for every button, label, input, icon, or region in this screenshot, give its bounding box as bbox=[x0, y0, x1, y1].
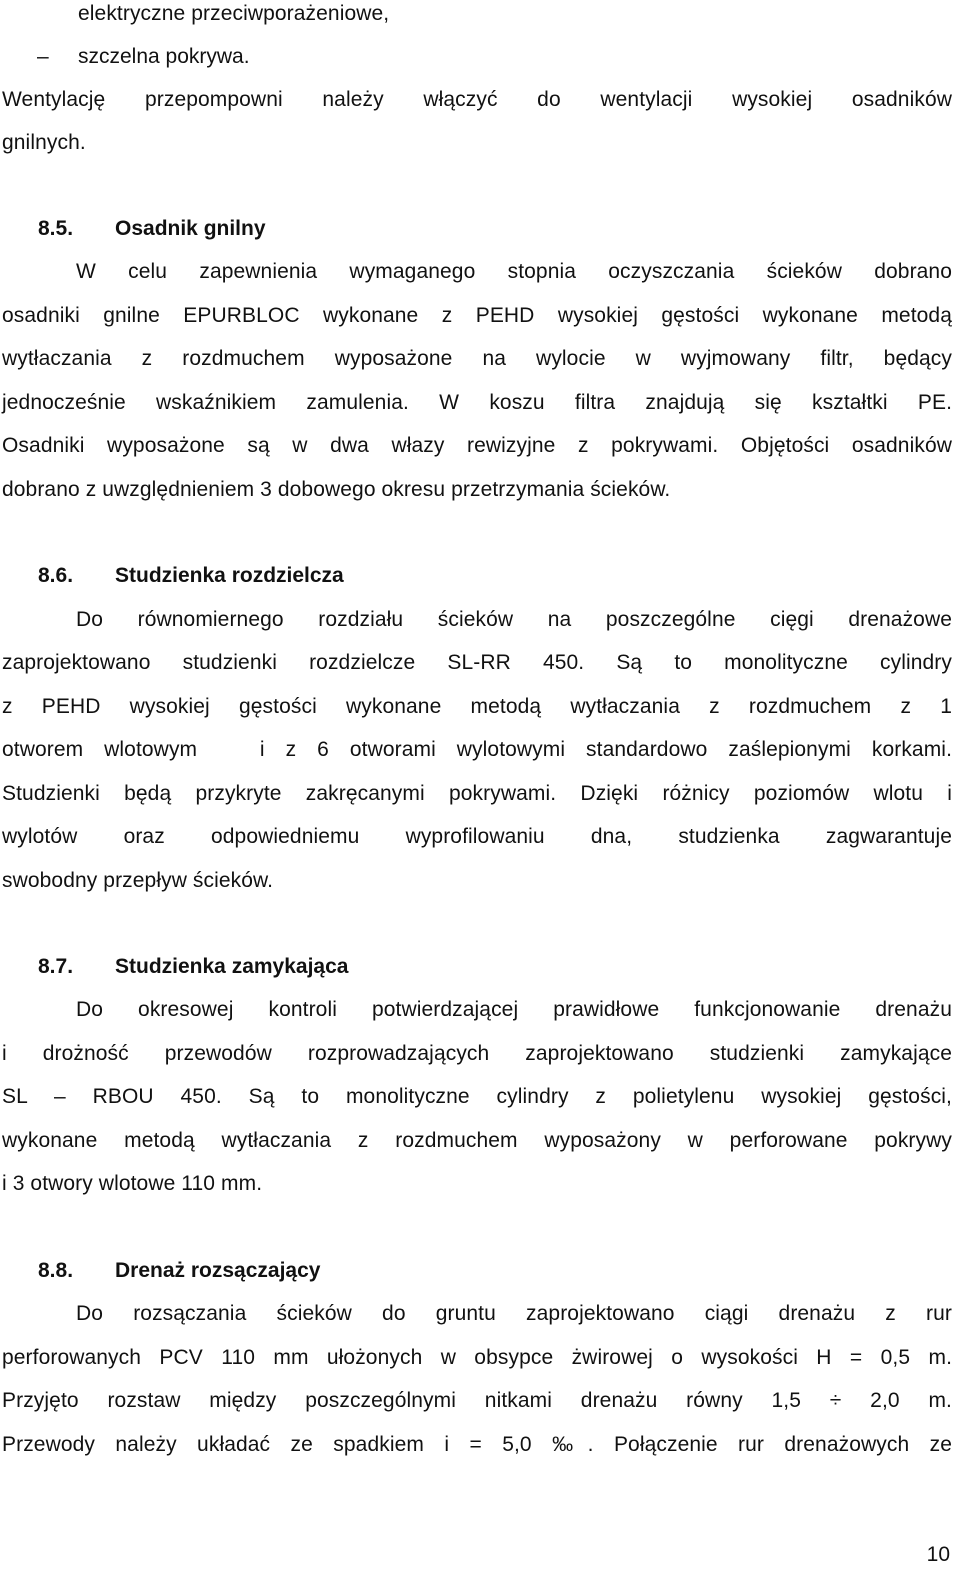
bullet-dash: – bbox=[37, 45, 49, 68]
paragraph-line: zaprojektowano studzienki rozdzielcze SL-RR 450. Są to monolityczne cylindry bbox=[2, 651, 952, 674]
paragraph-line: Studzienki będą przykryte zakręcanymi pokrywami. Dzięki różnicy poziomów wlotu i bbox=[2, 782, 952, 805]
section-title: Studzienka rozdzielcza bbox=[115, 564, 344, 587]
paragraph-line: Przewody należy układać ze spadkiem i = 5,0 ‰. Połączenie rur drenażowych ze bbox=[2, 1433, 952, 1456]
paragraph-line: wytłaczania z rozdmuchem wyposażone na wylocie w wyjmowany filtr, będący bbox=[2, 347, 952, 370]
paragraph-line: i 3 otwory wlotowe 110 mm. bbox=[2, 1172, 263, 1195]
section-number: 8.8. bbox=[38, 1259, 74, 1282]
paragraph-line: swobodny przepływ ścieków. bbox=[2, 869, 274, 892]
paragraph-line: osadniki gnilne EPURBLOC wykonane z PEHD wysokiej gęstości wykonane metodą bbox=[2, 304, 952, 327]
section-heading bbox=[38, 1257, 320, 1285]
section-title: Osadnik gnilny bbox=[115, 217, 266, 240]
paragraph-line: wylotów oraz odpowiedniemu wyprofilowaniu dna, studzienka zagwarantuje bbox=[2, 825, 952, 848]
section-title: Drenaż rozsączający bbox=[115, 1259, 321, 1282]
paragraph-line: otworem wlotowym i z 6 otworami wylotowymi standardowo zaślepionymi korkami. bbox=[2, 738, 952, 761]
paragraph-line: perforowanych PCV 110 mm ułożonych w obsypce żwirowej o wysokości H = 0,5 m. bbox=[2, 1346, 952, 1369]
fragment-line: elektryczne przeciwporażeniowe, bbox=[78, 2, 390, 25]
paragraph-line: Przyjęto rozstaw między poszczególnymi nitkami drenażu równy 1,5 ÷ 2,0 m. bbox=[2, 1389, 952, 1412]
section-title: Studzienka zamykająca bbox=[115, 955, 349, 978]
page-number: 10 bbox=[926, 1543, 950, 1566]
section-number: 8.6. bbox=[38, 564, 74, 587]
paragraph-line: W celu zapewnienia wymaganego stopnia oczyszczania ścieków dobrano bbox=[76, 260, 952, 283]
section-heading bbox=[38, 215, 266, 243]
bullet-text: szczelna pokrywa. bbox=[78, 45, 250, 68]
paragraph-line: i drożność przewodów rozprowadzających zaprojektowano studzienki zamykające bbox=[2, 1042, 952, 1065]
paragraph-line: Wentylację przepompowni należy włączyć do wentylacji wysokiej osadników bbox=[2, 88, 952, 111]
section-number: 8.7. bbox=[38, 955, 74, 978]
paragraph-line: Osadniki wyposażone są w dwa włazy rewizyjne z pokrywami. Objętości osadników bbox=[2, 434, 952, 457]
paragraph-line: SL – RBOU 450. Są to monolityczne cylindry z polietylenu wysokiej gęstości, bbox=[2, 1085, 952, 1108]
paragraph-line: Do równomiernego rozdziału ścieków na poszczególne cięgi drenażowe bbox=[76, 608, 952, 631]
paragraph-line: dobrano z uwzględnieniem 3 dobowego okresu przetrzymania ścieków. bbox=[2, 478, 671, 501]
section-heading bbox=[38, 953, 348, 981]
section-heading bbox=[38, 562, 344, 590]
paragraph-line: Do okresowej kontroli potwierdzającej prawidłowe funkcjonowanie drenażu bbox=[76, 998, 952, 1021]
paragraph-line: z PEHD wysokiej gęstości wykonane metodą wytłaczania z rozdmuchem z 1 bbox=[2, 695, 952, 718]
paragraph-line: gnilnych. bbox=[2, 131, 86, 154]
paragraph-line: jednocześnie wskaźnikiem zamulenia. W koszu filtra znajdują się kształtki PE. bbox=[2, 391, 952, 414]
paragraph-line: Do rozsączania ścieków do gruntu zaprojektowano ciągi drenażu z rur bbox=[76, 1302, 952, 1325]
section-number: 8.5. bbox=[38, 217, 74, 240]
paragraph-line: wykonane metodą wytłaczania z rozdmuchem wyposażony w perforowane pokrywy bbox=[2, 1129, 952, 1152]
